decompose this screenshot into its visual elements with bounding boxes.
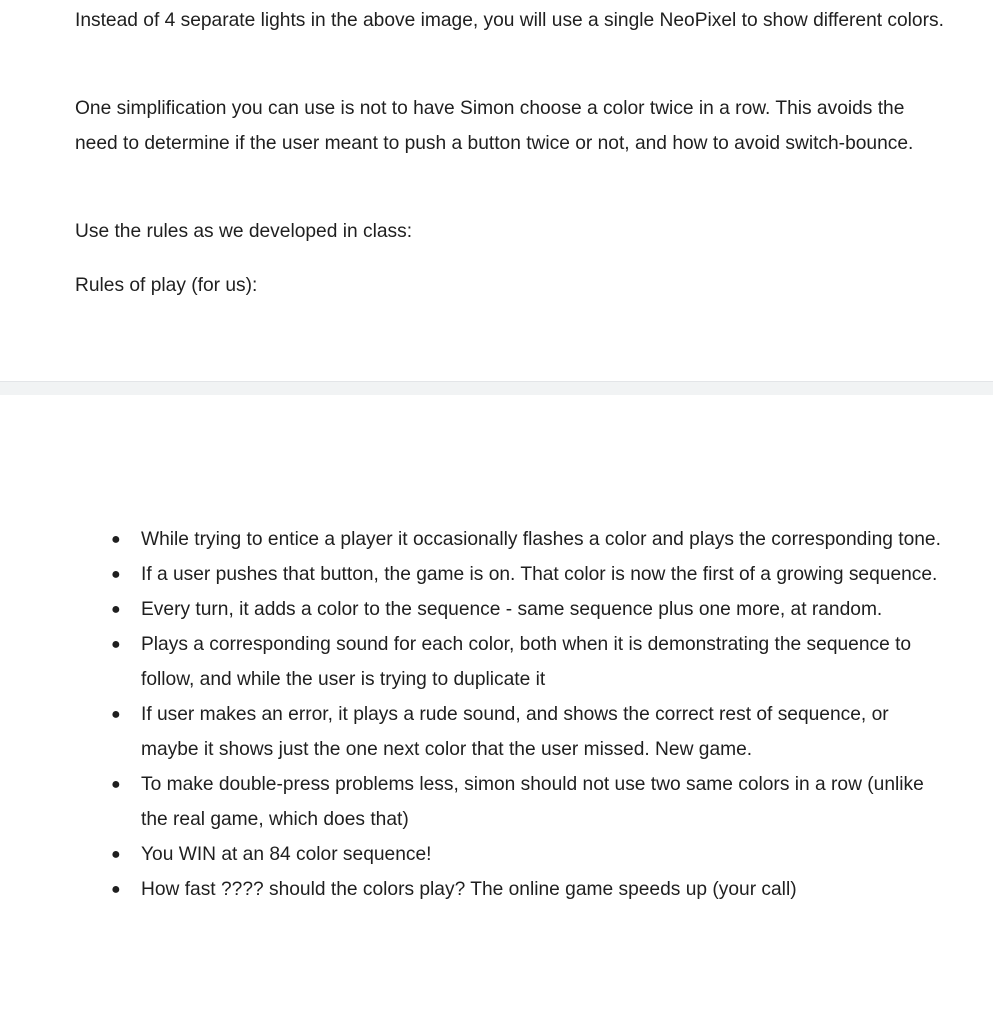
list-item [0,522,941,557]
list-item-text: To make double-press problems less, simon should not use two same colors in a row (unlike the real game, which does that) [141,774,924,830]
paragraph-rules-intro: Use the rules as we developed in class: [75,221,413,242]
list-item [0,767,941,837]
list-item-text: You WIN at an 84 color sequence! [141,844,432,865]
list-item [0,837,941,872]
document-page-bottom [0,395,993,1024]
paragraph-neopixel: Instead of 4 separate lights in the above image, you will use a single NeoPixel to show different colors. [75,10,944,31]
paragraph-simplification: One simplification you can use is not to have Simon choose a color twice in a row. This avoids the need to determine if the user meant to push a button twice or not, and how to avoid switch-bounce. [75,98,914,154]
list-item-text: Every turn, it adds a color to the sequence - same sequence plus one more, at random. [141,599,883,620]
bullet-icon: ● [111,601,121,618]
bullet-icon: ● [111,566,121,583]
document-page-top [0,0,993,381]
bullet-icon: ● [111,846,121,863]
paragraph-rules-heading: Rules of play (for us): [75,275,258,296]
list-item-text: While trying to entice a player it occasionally flashes a color and plays the corresponding tone. [141,529,941,550]
bullet-icon: ● [111,776,121,793]
list-item [0,697,941,767]
list-item-text: If user makes an error, it plays a rude sound, and shows the correct rest of sequence, or maybe it shows just the one next color that the user missed. New game. [141,704,889,760]
list-item-text: How fast ???? should the colors play? The online game speeds up (your call) [141,879,797,900]
list-item-text: Plays a corresponding sound for each color, both when it is demonstrating the sequence to follow, and while the user is trying to duplicate it [141,634,912,690]
page-break [0,381,993,395]
bullet-icon: ● [111,706,121,723]
rules-list [0,522,993,907]
list-item [0,872,941,907]
list-item-text: If a user pushes that button, the game is on. That color is now the first of a growing sequence. [141,564,938,585]
list-item [0,592,941,627]
bullet-icon: ● [111,636,121,653]
list-item [0,557,941,592]
bullet-icon: ● [111,881,121,898]
list-item [0,627,941,697]
bullet-icon: ● [111,531,121,548]
